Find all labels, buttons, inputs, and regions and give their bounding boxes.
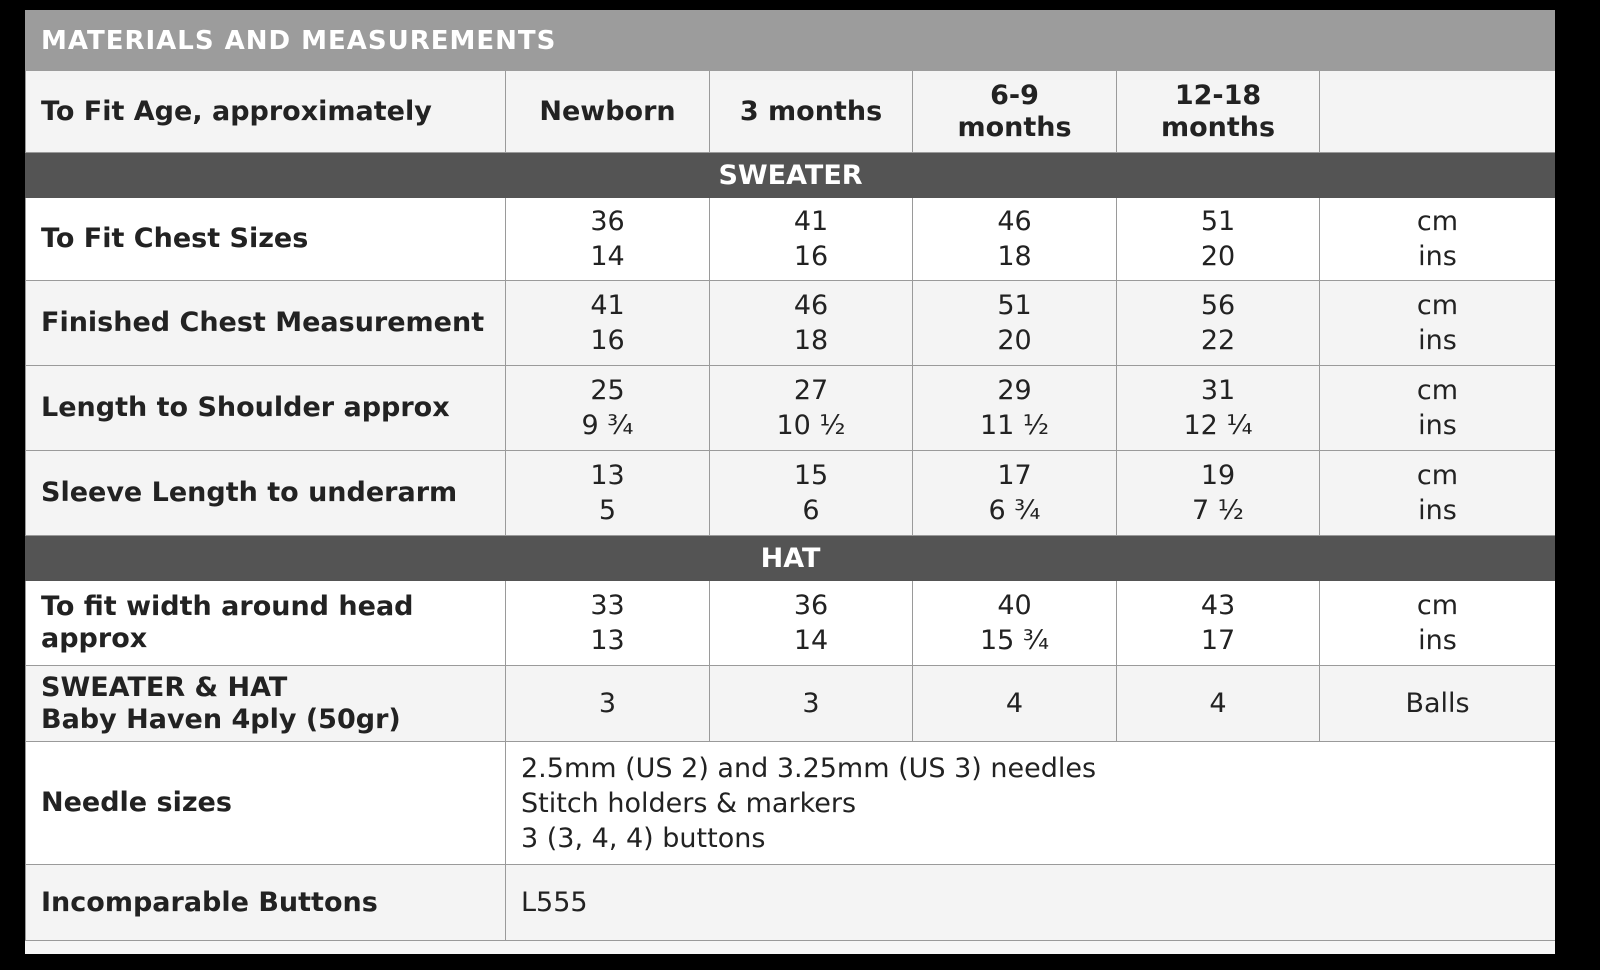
cell-chest-3-months: 41 16 bbox=[710, 198, 913, 281]
row-label-length: Length to Shoulder approx bbox=[26, 366, 506, 451]
cell-sleeve-3-months: 15 6 bbox=[710, 451, 913, 536]
row-label-head: To fit width around head approx bbox=[26, 581, 506, 666]
cell-yarn-12-18-months: 4 bbox=[1117, 666, 1320, 742]
cell-head-newborn: 33 13 bbox=[506, 581, 710, 666]
table-row bbox=[26, 366, 1556, 451]
section-row-hat bbox=[26, 536, 1556, 581]
table-title: MATERIALS AND MEASUREMENTS bbox=[26, 11, 1556, 71]
cell-sleeve-units: cm ins bbox=[1320, 451, 1556, 536]
cell-head-6-9-months: 40 15 ¾ bbox=[913, 581, 1117, 666]
cell-finished-3-months: 46 18 bbox=[710, 281, 913, 366]
age-label: To Fit Age, approximately bbox=[26, 71, 506, 153]
table-row bbox=[26, 281, 1556, 366]
row-label-sleeve: Sleeve Length to underarm bbox=[26, 451, 506, 536]
size-header-3-months: 3 months bbox=[710, 71, 913, 153]
cell-sleeve-newborn: 13 5 bbox=[506, 451, 710, 536]
cell-finished-newborn: 41 16 bbox=[506, 281, 710, 366]
size-header-6-9-months: 6-9 months bbox=[913, 71, 1117, 153]
cell-length-3-months: 27 10 ½ bbox=[710, 366, 913, 451]
cell-length-12-18-months: 31 12 ¼ bbox=[1117, 366, 1320, 451]
age-header-row bbox=[26, 71, 1556, 153]
cell-yarn-newborn: 3 bbox=[506, 666, 710, 742]
table-row bbox=[26, 865, 1556, 941]
cell-length-6-9-months: 29 11 ½ bbox=[913, 366, 1117, 451]
size-header-newborn: Newborn bbox=[506, 71, 710, 153]
table-row bbox=[26, 581, 1556, 666]
cell-head-12-18-months: 43 17 bbox=[1117, 581, 1320, 666]
row-label-buttons: Incomparable Buttons bbox=[26, 865, 506, 941]
cell-head-units: cm ins bbox=[1320, 581, 1556, 666]
cell-finished-6-9-months: 51 20 bbox=[913, 281, 1117, 366]
cell-chest-newborn: 36 14 bbox=[506, 198, 710, 281]
cell-length-newborn: 25 9 ¾ bbox=[506, 366, 710, 451]
cell-yarn-unit: Balls bbox=[1320, 666, 1556, 742]
cell-buttons: L555 bbox=[506, 865, 1556, 941]
row-label-finished-chest: Finished Chest Measurement bbox=[26, 281, 506, 366]
unit-header-empty bbox=[1320, 71, 1556, 153]
cell-yarn-6-9-months: 4 bbox=[913, 666, 1117, 742]
size-header-12-18-months: 12-18 months bbox=[1117, 71, 1320, 153]
section-row-sweater bbox=[26, 153, 1556, 198]
materials-measurements-sheet bbox=[25, 10, 1555, 954]
row-label-yarn: SWEATER & HAT Baby Haven 4ply (50gr) bbox=[26, 666, 506, 742]
cell-head-3-months: 36 14 bbox=[710, 581, 913, 666]
row-label-chest: To Fit Chest Sizes bbox=[26, 198, 506, 281]
section-hat: HAT bbox=[26, 536, 1556, 581]
row-label-needles: Needle sizes bbox=[26, 742, 506, 865]
cell-finished-units: cm ins bbox=[1320, 281, 1556, 366]
section-sweater: SWEATER bbox=[26, 153, 1556, 198]
title-row bbox=[26, 11, 1556, 71]
cell-chest-units: cm ins bbox=[1320, 198, 1556, 281]
cell-sleeve-12-18-months: 19 7 ½ bbox=[1117, 451, 1320, 536]
table-row bbox=[26, 666, 1556, 742]
cell-sleeve-6-9-months: 17 6 ¾ bbox=[913, 451, 1117, 536]
measurements-table bbox=[25, 10, 1555, 941]
table-row bbox=[26, 198, 1556, 281]
cell-length-units: cm ins bbox=[1320, 366, 1556, 451]
table-row bbox=[26, 742, 1556, 865]
cell-needles: 2.5mm (US 2) and 3.25mm (US 3) needles Stitch holders & markers 3 (3, 4, 4) buttons bbox=[506, 742, 1556, 865]
cell-chest-6-9-months: 46 18 bbox=[913, 198, 1117, 281]
table-row bbox=[26, 451, 1556, 536]
cell-yarn-3-months: 3 bbox=[710, 666, 913, 742]
cell-chest-12-18-months: 51 20 bbox=[1117, 198, 1320, 281]
cell-finished-12-18-months: 56 22 bbox=[1117, 281, 1320, 366]
